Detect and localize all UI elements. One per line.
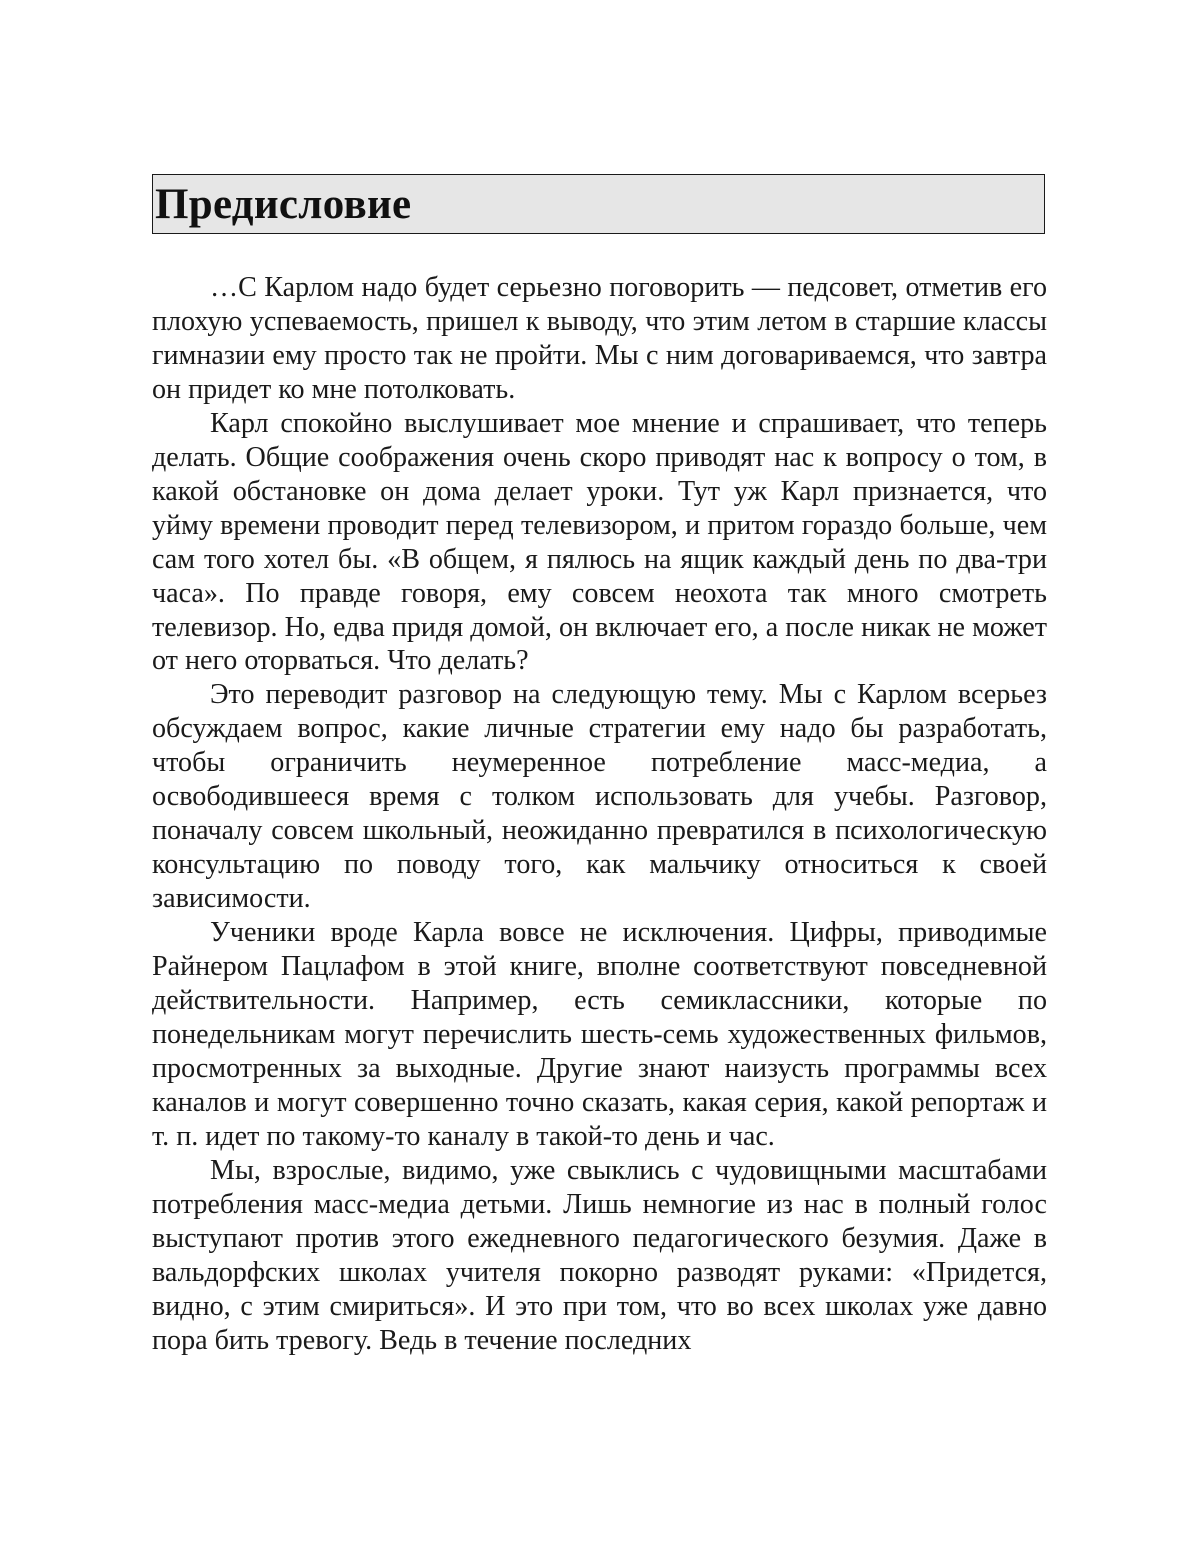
paragraph: Ученики вроде Карла вовсе не исключения. Цифры, приводимые Райнером Пацлафом в этой книге, вполне соответствуют повседневной действительности. Например, есть семиклассники, которые по понедельникам могут перечислить шесть-семь художественных фильмов, просмотренных за выходные. Другие знают наизусть программы всех каналов и могут совершенно точно сказать, какая серия, какой репортаж и т. п. идет по такому-то каналу в такой-то день и час. [152, 916, 1047, 1154]
paragraph: …С Карлом надо будет серьезно поговорить — педсовет, отметив его плохую успеваемость, пришел к выводу, что этим летом в старшие классы гимназии ему просто так не пройти. Мы с ним договариваемся, что завтра он придет ко мне потолковать. [152, 271, 1047, 407]
page-title: Предисловие [155, 177, 411, 233]
heading-box [152, 174, 1045, 234]
paragraph: Это переводит разговор на следующую тему. Мы с Карлом всерьез обсуждаем вопрос, какие личные стратегии ему надо бы разработать, чтобы ограничить неумеренное потребление масс-медиа, а освободившееся время с толком использовать для учебы. Разговор, поначалу совсем школьный, неожиданно превратился в психологическую консультацию по поводу того, как мальчику относиться к своей зависимости. [152, 678, 1047, 916]
document-page [0, 0, 1200, 1553]
body-text [152, 271, 1047, 1358]
paragraph: Мы, взрослые, видимо, уже свыклись с чудовищными масштабами потребления масс-медиа детьми. Лишь немногие из нас в полный голос выступают против этого ежедневного педагогического безумия. Даже в вальдорфских школах учителя покорно разводят руками: «Придется, видно, с этим смириться». И это при том, что во всех школах уже давно пора бить тревогу. Ведь в течение последних [152, 1154, 1047, 1358]
paragraph: Карл спокойно выслушивает мое мнение и спрашивает, что теперь делать. Общие соображения очень скоро приводят нас к вопросу о том, в какой обстановке он дома делает уроки. Тут уж Карл признается, что уйму времени проводит перед телевизором, и притом гораздо больше, чем сам того хотел бы. «В общем, я пялюсь на ящик каждый день по два-три часа». По правде говоря, ему совсем неохота так много смотреть телевизор. Но, едва придя домой, он включает его, а после никак не может от него оторваться. Что делать? [152, 407, 1047, 679]
